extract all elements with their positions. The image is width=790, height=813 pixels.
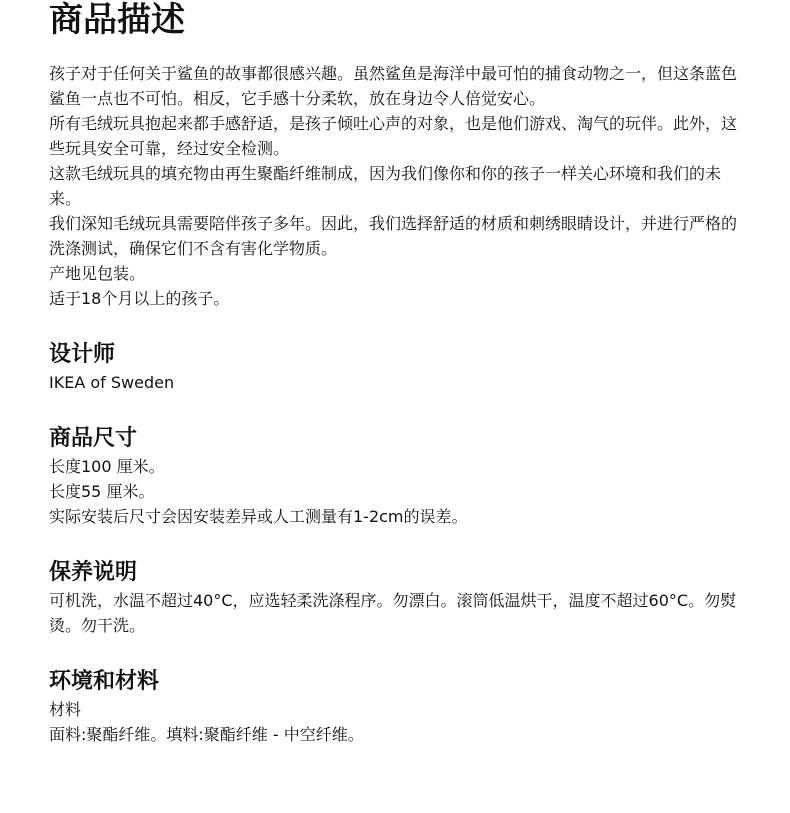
product-info-page <box>49 0 739 747</box>
product-description <box>49 61 739 311</box>
materials-label: 材料 <box>49 700 82 719</box>
section-heading-environment: 环境和材料 <box>49 669 160 694</box>
designer-name: IKEA of Sweden <box>49 373 175 392</box>
origin-note: 产地见包装。 <box>49 264 146 283</box>
designer-section <box>49 340 739 395</box>
care-section <box>49 558 739 638</box>
dimension-line: 长度100 厘米。 <box>49 457 165 476</box>
dimension-note: 实际安装后尺寸会因安装差异或人工测量有1-2cm的误差。 <box>49 507 468 526</box>
materials-detail: 面料:聚酯纤维。填料:聚酯纤维 - 中空纤维。 <box>49 725 364 744</box>
page-title: 商品描述 <box>49 0 185 40</box>
age-note: 适于18个月以上的孩子。 <box>49 289 230 308</box>
section-heading-dimensions: 商品尺寸 <box>49 426 138 451</box>
care-instructions: 可机洗，水温不超过40°C，应选轻柔洗涤程序。勿漂白。滚筒低温烘干，温度不超过60°C。勿熨烫。勿干洗。 <box>49 591 737 635</box>
environment-section <box>49 667 739 747</box>
section-heading-designer: 设计师 <box>49 342 116 367</box>
dimension-line: 长度55 厘米。 <box>49 482 155 501</box>
description-paragraph: 我们深知毛绒玩具需要陪伴孩子多年。因此，我们选择舒适的材质和刺绣眼睛设计，并进行严格的洗涤测试，确保它们不含有害化学物质。 <box>49 214 738 258</box>
description-paragraph: 孩子对于任何关于鲨鱼的故事都很感兴趣。虽然鲨鱼是海洋中最可怕的捕食动物之一，但这条蓝色鲨鱼一点也不可怕。相反，它手感十分柔软，放在身边令人倍觉安心。 <box>49 64 738 108</box>
dimensions-section <box>49 424 739 529</box>
description-paragraph: 这款毛绒玩具的填充物由再生聚酯纤维制成，因为我们像你和你的孩子一样关心环境和我们的未来。 <box>49 164 722 208</box>
description-paragraph: 所有毛绒玩具抱起来都手感舒适，是孩子倾吐心声的对象，也是他们游戏、淘气的玩伴。此外，这些玩具安全可靠，经过安全检测。 <box>49 114 738 158</box>
section-heading-care: 保养说明 <box>49 560 138 585</box>
